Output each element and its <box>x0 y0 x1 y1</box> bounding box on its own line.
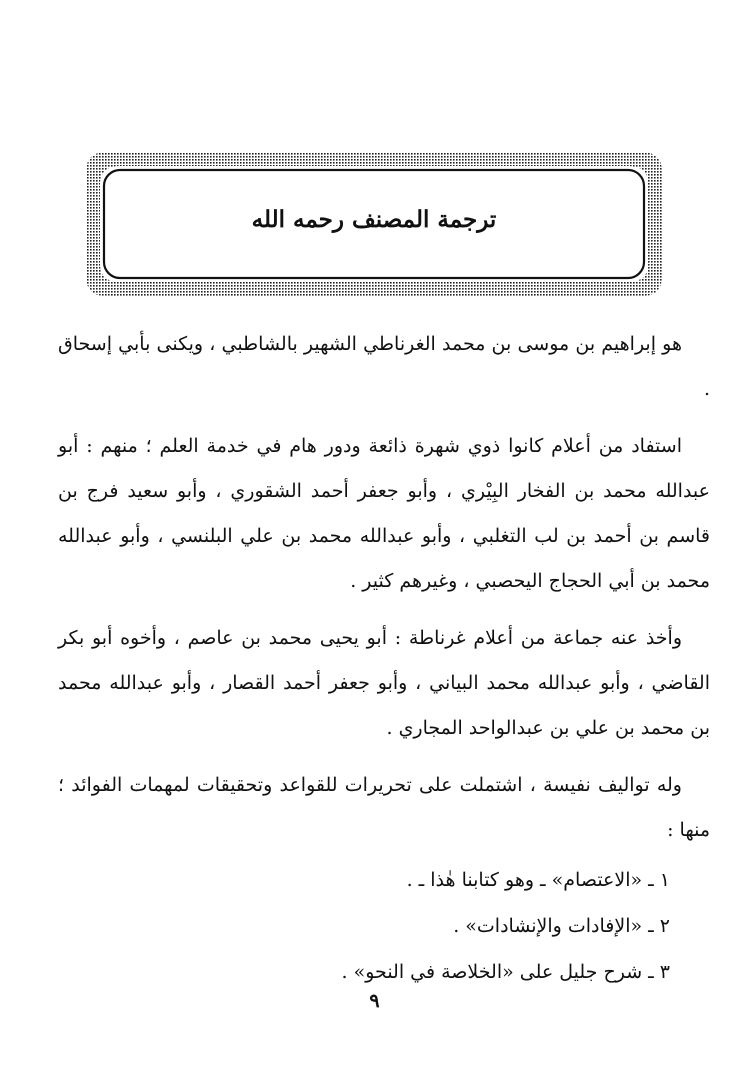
paragraph-teachers: استفاد من أعلام كانوا ذوي شهرة ذائعة ودور هام في خدمة العلم ؛ منهم : أبو عبدالله محمد بن الفخار البِيْري ، وأبو جعفر أحمد الشقوري ، وأبو سعيد فرج بن قاسم بن أحمد بن لب التغلبي ، وأبو عبدالله محمد بن علي البلنسي ، وأبو عبدالله محمد بن أبي الحجاج اليحصبي ، وغيرهم كثير . <box>58 435 710 592</box>
page-number: ٩ <box>369 990 380 1012</box>
list-item: ١ ـ «الاعتصام» ـ وهو كتابنا هٰذا ـ . <box>406 869 670 891</box>
biography-text <box>58 322 710 995</box>
ornamental-title-frame <box>84 150 664 298</box>
works-list <box>58 857 710 995</box>
paragraph-students: وأخذ عنه جماعة من أعلام غرناطة : أبو يحيى محمد بن عاصم ، وأخوه أبو بكر القاضي ، وأبو عبدالله محمد البياني ، وأبو جعفر أحمد القصار ، وأبو عبدالله محمد بن محمد بن علي بن عبدالواحد المجاري . <box>58 627 710 739</box>
paragraph-name: هو إبراهيم بن موسى بن محمد الغرناطي الشهير بالشاطبي ، ويكنى بأبي إسحاق . <box>58 333 710 400</box>
chapter-title: ترجمة المصنف رحمه الله <box>251 206 497 233</box>
list-item: ٢ ـ «الإفادات والإنشادات» . <box>453 915 670 937</box>
paragraph-works-intro: وله تواليف نفيسة ، اشتملت على تحريرات للقواعد وتحقيقات لمهمات الفوائد ؛ منها : <box>58 774 710 841</box>
list-item: ٣ ـ شرح جليل على «الخلاصة في النحو» . <box>341 961 670 983</box>
